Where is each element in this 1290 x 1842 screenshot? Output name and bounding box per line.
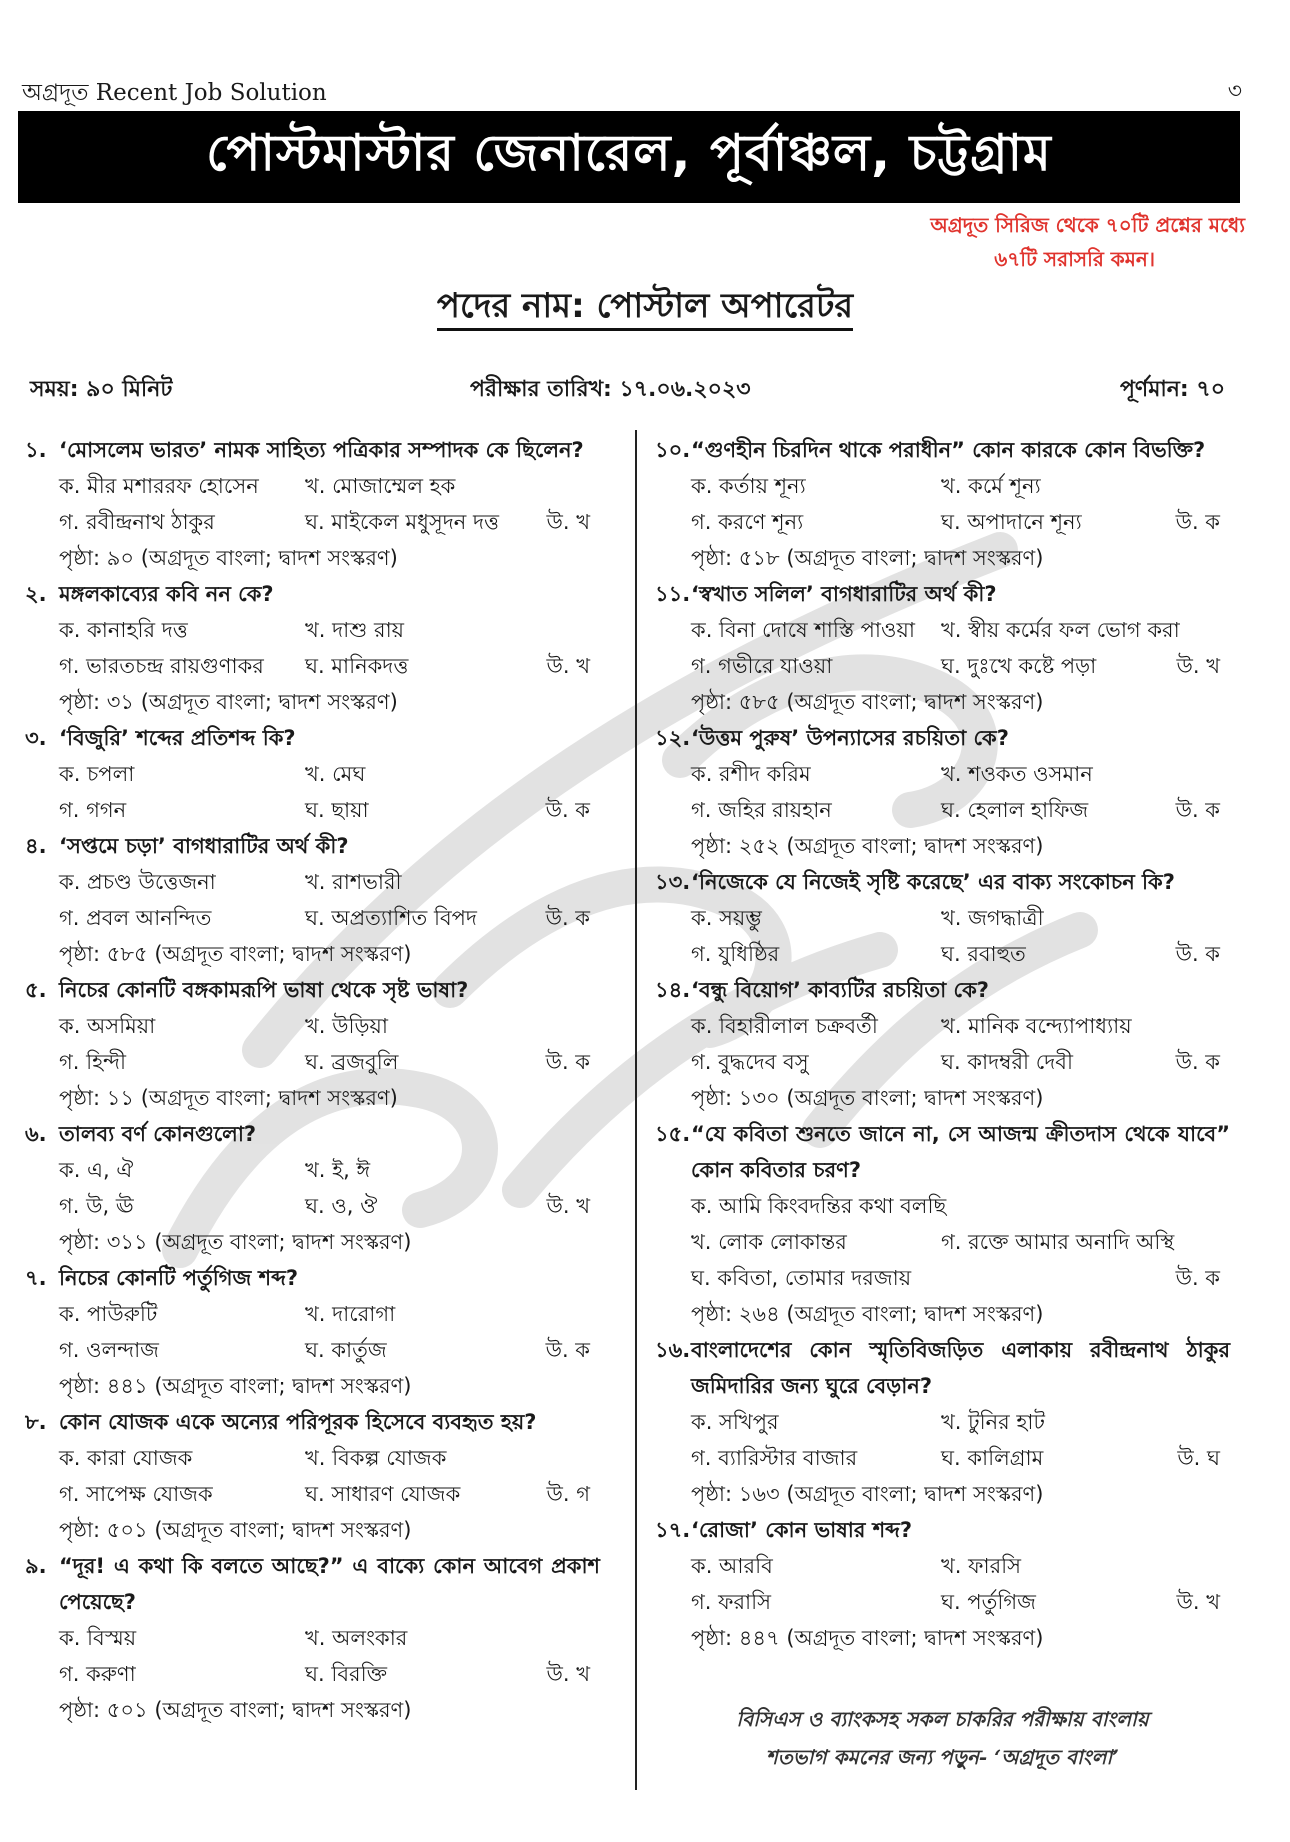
option-row xyxy=(691,468,1230,504)
option: খ. মেঘ xyxy=(305,762,366,786)
question-body: ‘নিজেকে যে নিজেই সৃষ্টি করেছে’ এর বাক্য সংকোচন কি? xyxy=(691,870,1175,894)
option: গ. ব্যারিস্টার বাজার xyxy=(691,1446,858,1470)
option: গ. সাপেক্ষ যোজক xyxy=(59,1482,213,1506)
exam-time: সময়: ৯০ মিনিট xyxy=(30,377,173,402)
question-text xyxy=(655,1116,1230,1188)
question-text xyxy=(25,1116,600,1152)
post-name: পদের নাম: পোস্টাল অপারেটর xyxy=(437,286,853,331)
option: খ. স্বীয় কর্মের ফল ভোগ করা xyxy=(941,618,1180,642)
option: গ. ওলন্দাজ xyxy=(59,1338,159,1362)
question-text xyxy=(655,972,1230,1008)
page-reference: পৃষ্ঠা: ৪৪১ (অগ্রদূত বাংলা; দ্বাদশ সংস্করণ) xyxy=(59,1374,412,1398)
page-title: পোস্টমাস্টার জেনারেল, পূর্বাঞ্চল, চট্টগ্রাম xyxy=(206,123,1052,182)
option: খ. লোক লোকান্তর xyxy=(691,1230,847,1254)
question-body: নিচের কোনটি বঙ্গকামরূপি ভাষা থেকে সৃষ্ট ভাষা? xyxy=(59,978,469,1002)
option: খ. জগদ্ধাত্রী xyxy=(941,906,1044,930)
option: গ. রবীন্দ্রনাথ ঠাকুর xyxy=(59,510,215,534)
question-body: “দূর! এ কথা কি বলতে আছে?” এ বাক্যে কোন আবেগ প্রকাশ পেয়েছে? xyxy=(59,1554,600,1614)
promo-line-2: ৬৭টি সরাসরি কমন। xyxy=(994,247,1155,271)
footer-advert xyxy=(655,1700,1230,1776)
option: গ. গভীরে যাওয়া xyxy=(691,654,833,678)
option: ক. মীর মশাররফ হোসেন xyxy=(59,474,259,498)
page-reference: পৃষ্ঠা: ৪৪৭ (অগ্রদূত বাংলা; দ্বাদশ সংস্করণ) xyxy=(691,1626,1044,1650)
question-text xyxy=(25,432,600,468)
question-number: ১১. xyxy=(655,582,691,606)
option-row xyxy=(691,1584,1230,1620)
option-row xyxy=(59,1656,600,1692)
option: খ. শওকত ওসমান xyxy=(941,762,1093,786)
option-single: ক. আমি কিংবদন্তির কথা বলছি xyxy=(691,1194,947,1218)
footer-line-1: বিসিএস ও ব্যাংকসহ সকল চাকরির পরীক্ষায় বাংলায় xyxy=(736,1707,1149,1731)
option: ক. বিহারীলাল চক্রবর্তী xyxy=(691,1014,878,1038)
option: খ. কর্মে শূন্য xyxy=(941,474,1041,498)
page-reference: পৃষ্ঠা: ১১ (অগ্রদূত বাংলা; দ্বাদশ সংস্করণ) xyxy=(59,1086,398,1110)
page-reference: পৃষ্ঠা: ৩১১ (অগ্রদূত বাংলা; দ্বাদশ সংস্করণ) xyxy=(59,1230,412,1254)
option: ঘ. দুঃখে কষ্টে পড়া xyxy=(941,654,1097,678)
question-text xyxy=(25,1548,600,1620)
page-reference: পৃষ্ঠা: ১৩০ (অগ্রদূত বাংলা; দ্বাদশ সংস্করণ) xyxy=(691,1086,1044,1110)
question-item xyxy=(25,720,600,828)
option: ক. কানাহরি দত্ত xyxy=(59,618,188,642)
page-reference: পৃষ্ঠা: ৯০ (অগ্রদূত বাংলা; দ্বাদশ সংস্করণ) xyxy=(59,546,398,570)
page-reference: পৃষ্ঠা: ৫৮৫ (অগ্রদূত বাংলা; দ্বাদশ সংস্করণ) xyxy=(59,942,412,966)
question-item xyxy=(25,972,600,1116)
option: গ. ভারতচন্দ্র রায়গুণাকর xyxy=(59,654,264,678)
option-row xyxy=(691,1404,1230,1440)
column-divider xyxy=(635,430,637,1790)
left-question-column xyxy=(25,432,600,1728)
option-row xyxy=(691,756,1230,792)
question-text xyxy=(655,576,1230,612)
option: খ. দাশু রায় xyxy=(305,618,405,642)
option: গ. প্রবল আনন্দিত xyxy=(59,906,212,930)
answer-key: উ. খ xyxy=(546,654,590,678)
question-number: ৯. xyxy=(25,1554,47,1578)
page-number: ৩ xyxy=(1227,79,1242,104)
option: গ. জহির রায়হান xyxy=(691,798,832,822)
option: খ. বিকল্প যোজক xyxy=(305,1446,447,1470)
page-reference: পৃষ্ঠা: ২৫২ (অগ্রদূত বাংলা; দ্বাদশ সংস্করণ) xyxy=(691,834,1044,858)
option-row xyxy=(59,648,600,684)
question-body: ‘বিজুরি’ শব্দের প্রতিশব্দ কি? xyxy=(59,726,296,750)
option: গ. করণে শূন্য xyxy=(691,510,804,534)
question-body: ‘রোজা’ কোন ভাষার শব্দ? xyxy=(691,1518,913,1542)
option: ঘ. মাইকেল মধুসূদন দত্ত xyxy=(305,510,500,534)
question-number: ৪. xyxy=(25,834,47,858)
option: ক. সয়ম্ভু xyxy=(691,906,762,930)
answer-key: উ. ক xyxy=(1175,1050,1220,1074)
option: খ. ফারসি xyxy=(941,1554,1022,1578)
option-row xyxy=(691,1440,1230,1476)
question-number: ৩. xyxy=(25,726,47,750)
option: ঘ. হেলাল হাফিজ xyxy=(941,798,1089,822)
question-number: ৬. xyxy=(25,1122,47,1146)
page-reference: পৃষ্ঠা: ৫০১ (অগ্রদূত বাংলা; দ্বাদশ সংস্করণ) xyxy=(59,1698,412,1722)
option-row xyxy=(59,1188,600,1224)
promo-line-1: অগ্রদূত সিরিজ থেকে ৭০টি প্রশ্নের মধ্যে xyxy=(930,213,1245,237)
question-item xyxy=(25,576,600,720)
page-reference: পৃষ্ঠা: ৫৮৫ (অগ্রদূত বাংলা; দ্বাদশ সংস্করণ) xyxy=(691,690,1044,714)
option-row xyxy=(691,1008,1230,1044)
question-item xyxy=(655,864,1230,972)
option-row xyxy=(59,612,600,648)
option: ঘ. কার্তুজ xyxy=(305,1338,387,1362)
option-row xyxy=(691,1044,1230,1080)
question-number: ১২. xyxy=(655,726,691,750)
question-body: তালব্য বর্ণ কোনগুলো? xyxy=(59,1122,257,1146)
option: ক. অসমিয়া xyxy=(59,1014,156,1038)
page-reference: পৃষ্ঠা: ২৬৪ (অগ্রদূত বাংলা; দ্বাদশ সংস্করণ) xyxy=(691,1302,1044,1326)
option: ক. সখিপুর xyxy=(691,1410,779,1434)
question-text xyxy=(655,864,1230,900)
question-text xyxy=(655,1512,1230,1548)
option: খ. ই, ঈ xyxy=(305,1158,371,1182)
option-row xyxy=(59,504,600,540)
promo-note xyxy=(700,208,1245,276)
option: ক. পাউরুটি xyxy=(59,1302,158,1326)
exam-meta-row xyxy=(30,372,1225,406)
full-marks: পূর্ণমান: ৭০ xyxy=(1119,377,1225,402)
answer-key: উ. ঘ xyxy=(1177,1446,1220,1470)
question-number: ১৪. xyxy=(655,978,691,1002)
option-row xyxy=(59,1476,600,1512)
option: ক. আরবি xyxy=(691,1554,773,1578)
exam-date: পরীক্ষার তারিখ: ১৭.০৬.২০২৩ xyxy=(470,377,751,402)
right-question-column xyxy=(655,432,1230,1656)
option: ক. কারা যোজক xyxy=(59,1446,193,1470)
option: গ. হিন্দী xyxy=(59,1050,127,1074)
option: ঘ. ছায়া xyxy=(305,798,369,822)
option-row xyxy=(691,1260,1230,1296)
question-number: ৫. xyxy=(25,978,47,1002)
question-body: “যে কবিতা শুনতে জানে না, সে আজন্ম ক্রীতদাস থেকে যাবে” কোন কবিতার চরণ? xyxy=(691,1122,1230,1182)
brand-name: অগ্রদূত Recent Job Solution xyxy=(22,80,327,106)
top-header xyxy=(22,74,1242,108)
option-row xyxy=(691,648,1230,684)
question-body: নিচের কোনটি পর্তুগিজ শব্দ? xyxy=(59,1266,299,1290)
option: ক. চপলা xyxy=(59,762,135,786)
question-item xyxy=(655,1512,1230,1656)
option: ঘ. ব্রজবুলি xyxy=(305,1050,399,1074)
question-number: ১৩. xyxy=(655,870,691,894)
option: গ. উ, ঊ xyxy=(59,1194,134,1218)
option-row xyxy=(59,1620,600,1656)
option: গ. ফরাসি xyxy=(691,1590,771,1614)
question-text xyxy=(25,828,600,864)
option-row xyxy=(59,468,600,504)
question-item xyxy=(25,1404,600,1548)
answer-key: উ. ক xyxy=(545,1338,590,1362)
post-name-heading xyxy=(0,280,1290,337)
option: ঘ. বিরক্তি xyxy=(305,1662,387,1686)
option-row xyxy=(691,504,1230,540)
question-item xyxy=(25,1116,600,1260)
option: ঘ. মানিকদত্ত xyxy=(305,654,409,678)
option: ঘ. পর্তুগিজ xyxy=(941,1590,1036,1614)
question-text xyxy=(25,1404,600,1440)
question-number: ৭. xyxy=(25,1266,47,1290)
option: খ. অলংকার xyxy=(305,1626,408,1650)
title-banner xyxy=(18,111,1240,203)
option-row xyxy=(59,1440,600,1476)
question-body: ‘উত্তম পুরুষ’ উপন্যাসের রচয়িতা কে? xyxy=(691,726,1009,750)
option: ঘ. অপ্রত্যাশিত বিপদ xyxy=(305,906,477,930)
question-item xyxy=(655,972,1230,1116)
question-body: ‘সপ্তমে চড়া’ বাগধারাটির অর্থ কী? xyxy=(59,834,349,858)
question-text xyxy=(655,432,1230,468)
answer-key: উ. খ xyxy=(1176,654,1220,678)
question-number: ১৬. xyxy=(655,1338,691,1362)
question-body: বাংলাদেশের কোন স্মৃতিবিজড়িত এলাকায় রবীন্দ্রনাথ ঠাকুর জমিদারির জন্য ঘুরে বেড়ান? xyxy=(691,1338,1230,1398)
option: ক. বিনা দোষে শাস্তি পাওয়া xyxy=(691,618,915,642)
option: গ. যুধিষ্ঠির xyxy=(691,942,780,966)
option: ঘ. কালিগ্রাম xyxy=(941,1446,1044,1470)
page-reference: পৃষ্ঠা: ৫০১ (অগ্রদূত বাংলা; দ্বাদশ সংস্করণ) xyxy=(59,1518,412,1542)
option-row xyxy=(59,1044,600,1080)
option-row xyxy=(691,1224,1230,1260)
answer-key: উ. ক xyxy=(1175,942,1220,966)
option-row xyxy=(59,900,600,936)
option: গ. বুদ্ধদেব বসু xyxy=(691,1050,809,1074)
question-text xyxy=(25,720,600,756)
question-body: মঙ্গলকাব্যের কবি নন কে? xyxy=(59,582,274,606)
question-body: “গুণহীন চিরদিন থাকে পরাধীন” কোন কারকে কোন বিভক্তি? xyxy=(691,438,1206,462)
question-number: ১৫. xyxy=(655,1122,691,1146)
option: ক. রশীদ করিম xyxy=(691,762,811,786)
question-body: ‘মোসলেম ভারত’ নামক সাহিত্য পত্রিকার সম্পাদক কে ছিলেন? xyxy=(59,438,584,462)
option: ঘ. ও, ঔ xyxy=(305,1194,378,1218)
question-text xyxy=(25,1260,600,1296)
question-text xyxy=(655,1332,1230,1404)
option-row xyxy=(59,864,600,900)
option-row xyxy=(59,756,600,792)
question-number: ১৭. xyxy=(655,1518,691,1542)
option: ঘ. অপাদানে শূন্য xyxy=(941,510,1082,534)
question-item xyxy=(655,1332,1230,1512)
option-row xyxy=(691,1548,1230,1584)
answer-key: উ. ক xyxy=(1175,798,1220,822)
option: খ. মোজাম্মেল হক xyxy=(305,474,456,498)
option: ক. এ, ঐ xyxy=(59,1158,134,1182)
option-row xyxy=(59,1152,600,1188)
question-item xyxy=(25,1548,600,1728)
question-body: কোন যোজক একে অন্যের পরিপূরক হিসেবে ব্যবহৃত হয়? xyxy=(59,1410,537,1434)
footer-line-2: শতভাগ কমনের জন্য পড়ুন- ‘অগ্রদূত বাংলা’ xyxy=(765,1745,1120,1769)
answer-key: উ. ক xyxy=(545,906,590,930)
answer-key: উ. ক xyxy=(545,1050,590,1074)
question-number: ১০. xyxy=(655,438,691,462)
question-text xyxy=(25,972,600,1008)
question-text xyxy=(25,576,600,612)
option: গ. গগন xyxy=(59,798,127,822)
option-row xyxy=(691,900,1230,936)
answer-key: উ. খ xyxy=(1176,1590,1220,1614)
question-item xyxy=(25,432,600,576)
option-row xyxy=(59,1296,600,1332)
option-row xyxy=(691,792,1230,828)
option: ঘ. কবিতা, তোমার দরজায় xyxy=(691,1266,912,1290)
answer-key: উ. ক xyxy=(545,798,590,822)
option: খ. টুনির হাট xyxy=(941,1410,1045,1434)
option-row xyxy=(59,792,600,828)
option: ক. কর্তায় শূন্য xyxy=(691,474,806,498)
question-number: ২. xyxy=(25,582,47,606)
question-item xyxy=(655,720,1230,864)
option: ঘ. রবাহুত xyxy=(941,942,1026,966)
option: ক. বিস্ময় xyxy=(59,1626,137,1650)
option: ক. প্রচণ্ড উত্তেজনা xyxy=(59,870,216,894)
page-reference: পৃষ্ঠা: ১৬৩ (অগ্রদূত বাংলা; দ্বাদশ সংস্করণ) xyxy=(691,1482,1044,1506)
question-body: ‘স্বখাত সলিল’ বাগধারাটির অর্থ কী? xyxy=(691,582,997,606)
question-text xyxy=(655,720,1230,756)
option: ঘ. কাদম্বরী দেবী xyxy=(941,1050,1073,1074)
answer-key: উ. ক xyxy=(1175,510,1220,534)
answer-key: উ. ক xyxy=(1175,1266,1220,1290)
option: খ. রাশভারী xyxy=(305,870,402,894)
question-body: ‘বন্ধু বিয়োগ’ কাব্যটির রচয়িতা কে? xyxy=(691,978,989,1002)
answer-key: উ. খ xyxy=(546,1662,590,1686)
option: গ. করুণা xyxy=(59,1662,136,1686)
option-row xyxy=(59,1008,600,1044)
question-item xyxy=(25,828,600,972)
option-row xyxy=(59,1332,600,1368)
answer-key: উ. গ xyxy=(546,1482,590,1506)
option: ঘ. সাধারণ যোজক xyxy=(305,1482,461,1506)
page-reference: পৃষ্ঠা: ৩১ (অগ্রদূত বাংলা; দ্বাদশ সংস্করণ) xyxy=(59,690,398,714)
question-item xyxy=(25,1260,600,1404)
option: খ. দারোগা xyxy=(305,1302,396,1326)
question-number: ১. xyxy=(25,438,47,462)
answer-key: উ. খ xyxy=(546,510,590,534)
option: খ. উড়িয়া xyxy=(305,1014,388,1038)
question-item xyxy=(655,1116,1230,1332)
option: খ. মানিক বন্দ্যোপাধ্যায় xyxy=(941,1014,1132,1038)
page-reference: পৃষ্ঠা: ৫১৮ (অগ্রদূত বাংলা; দ্বাদশ সংস্করণ) xyxy=(691,546,1044,570)
option-row xyxy=(691,936,1230,972)
question-item xyxy=(655,432,1230,576)
question-item xyxy=(655,576,1230,720)
answer-key: উ. খ xyxy=(546,1194,590,1218)
option: গ. রক্তে আমার অনাদি অস্থি xyxy=(941,1230,1175,1254)
question-number: ৮. xyxy=(25,1410,47,1434)
option-row xyxy=(691,612,1230,648)
